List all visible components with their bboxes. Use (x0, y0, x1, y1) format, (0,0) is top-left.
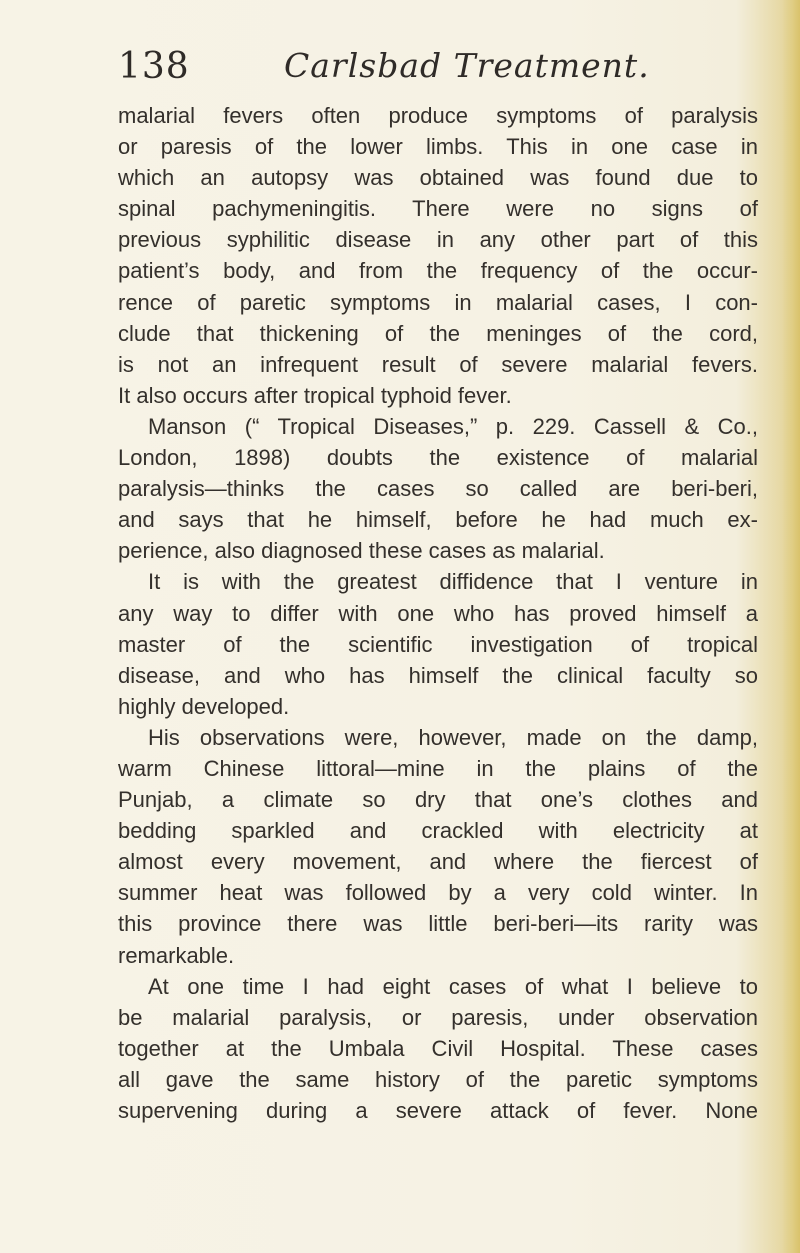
text-line: clude that thickening of the meninges of the cord, (118, 320, 758, 346)
text-line: At one time I had eight cases of what I believe to (148, 973, 758, 999)
body-text (118, 100, 758, 1126)
text-line: which an autopsy was obtained was found due to (118, 165, 758, 191)
text-line: previous syphilitic disease in any other part of this (118, 227, 758, 253)
text-line: all gave the same history of the paretic symptoms (118, 1066, 758, 1092)
text-line: Punjab, a climate so dry that one’s clothes and (118, 787, 758, 813)
text-line: paralysis—thinks the cases so called are beri-beri, (118, 476, 758, 502)
page-header (118, 46, 758, 98)
text-line: be malarial paralysis, or paresis, under observation (118, 1004, 758, 1030)
text-line: malarial fevers often produce symptoms of paralysis (118, 103, 758, 128)
text-line: or paresis of the lower limbs. This in one case in (118, 134, 758, 160)
text-line: summer heat was followed by a very cold winter. In (118, 880, 758, 906)
text-line: together at the Umbala Civil Hospital. These cases (118, 1035, 758, 1061)
running-title: Carlsbad Treatment. (284, 46, 650, 85)
page-number: 138 (118, 46, 190, 87)
text-line: bedding sparkled and crackled with electricity at (118, 818, 758, 844)
text-line: spinal pachymeningitis. There were no signs of (118, 196, 758, 222)
text-line: master of the scientific investigation of tropical (118, 631, 758, 657)
text-line: perience, also diagnosed these cases as malarial. (118, 538, 605, 564)
text-line: almost every movement, and where the fiercest of (118, 849, 758, 875)
text-line: It also occurs after tropical typhoid fever. (118, 382, 512, 408)
text-line: rence of paretic symptoms in malarial cases, I con- (118, 289, 758, 315)
text-line: highly developed. (118, 693, 290, 719)
text-line: patient’s body, and from the frequency of the occur- (118, 258, 758, 284)
text-line: is not an infrequent result of severe malarial fevers. (118, 351, 758, 377)
text-line: His observations were, however, made on the damp, (148, 724, 758, 750)
text-line: London, 1898) doubts the existence of malarial (118, 445, 758, 471)
text-line: supervening during a severe attack of fever. None (118, 1098, 758, 1123)
text-line: Manson (“ Tropical Diseases,” p. 229. Cassell & Co., (148, 413, 758, 439)
text-line: this province there was little beri-beri—its rarity was (118, 911, 758, 937)
text-line: remarkable. (118, 942, 235, 968)
text-line: and says that he himself, before he had much ex- (118, 507, 758, 533)
text-line: It is with the greatest diffidence that I venture in (148, 569, 758, 595)
text-line: any way to differ with one who has proved himself a (118, 600, 758, 626)
text-line: warm Chinese littoral—mine in the plains of the (118, 755, 758, 781)
text-line: disease, and who has himself the clinical faculty so (118, 662, 758, 688)
page-edge (782, 0, 800, 1253)
